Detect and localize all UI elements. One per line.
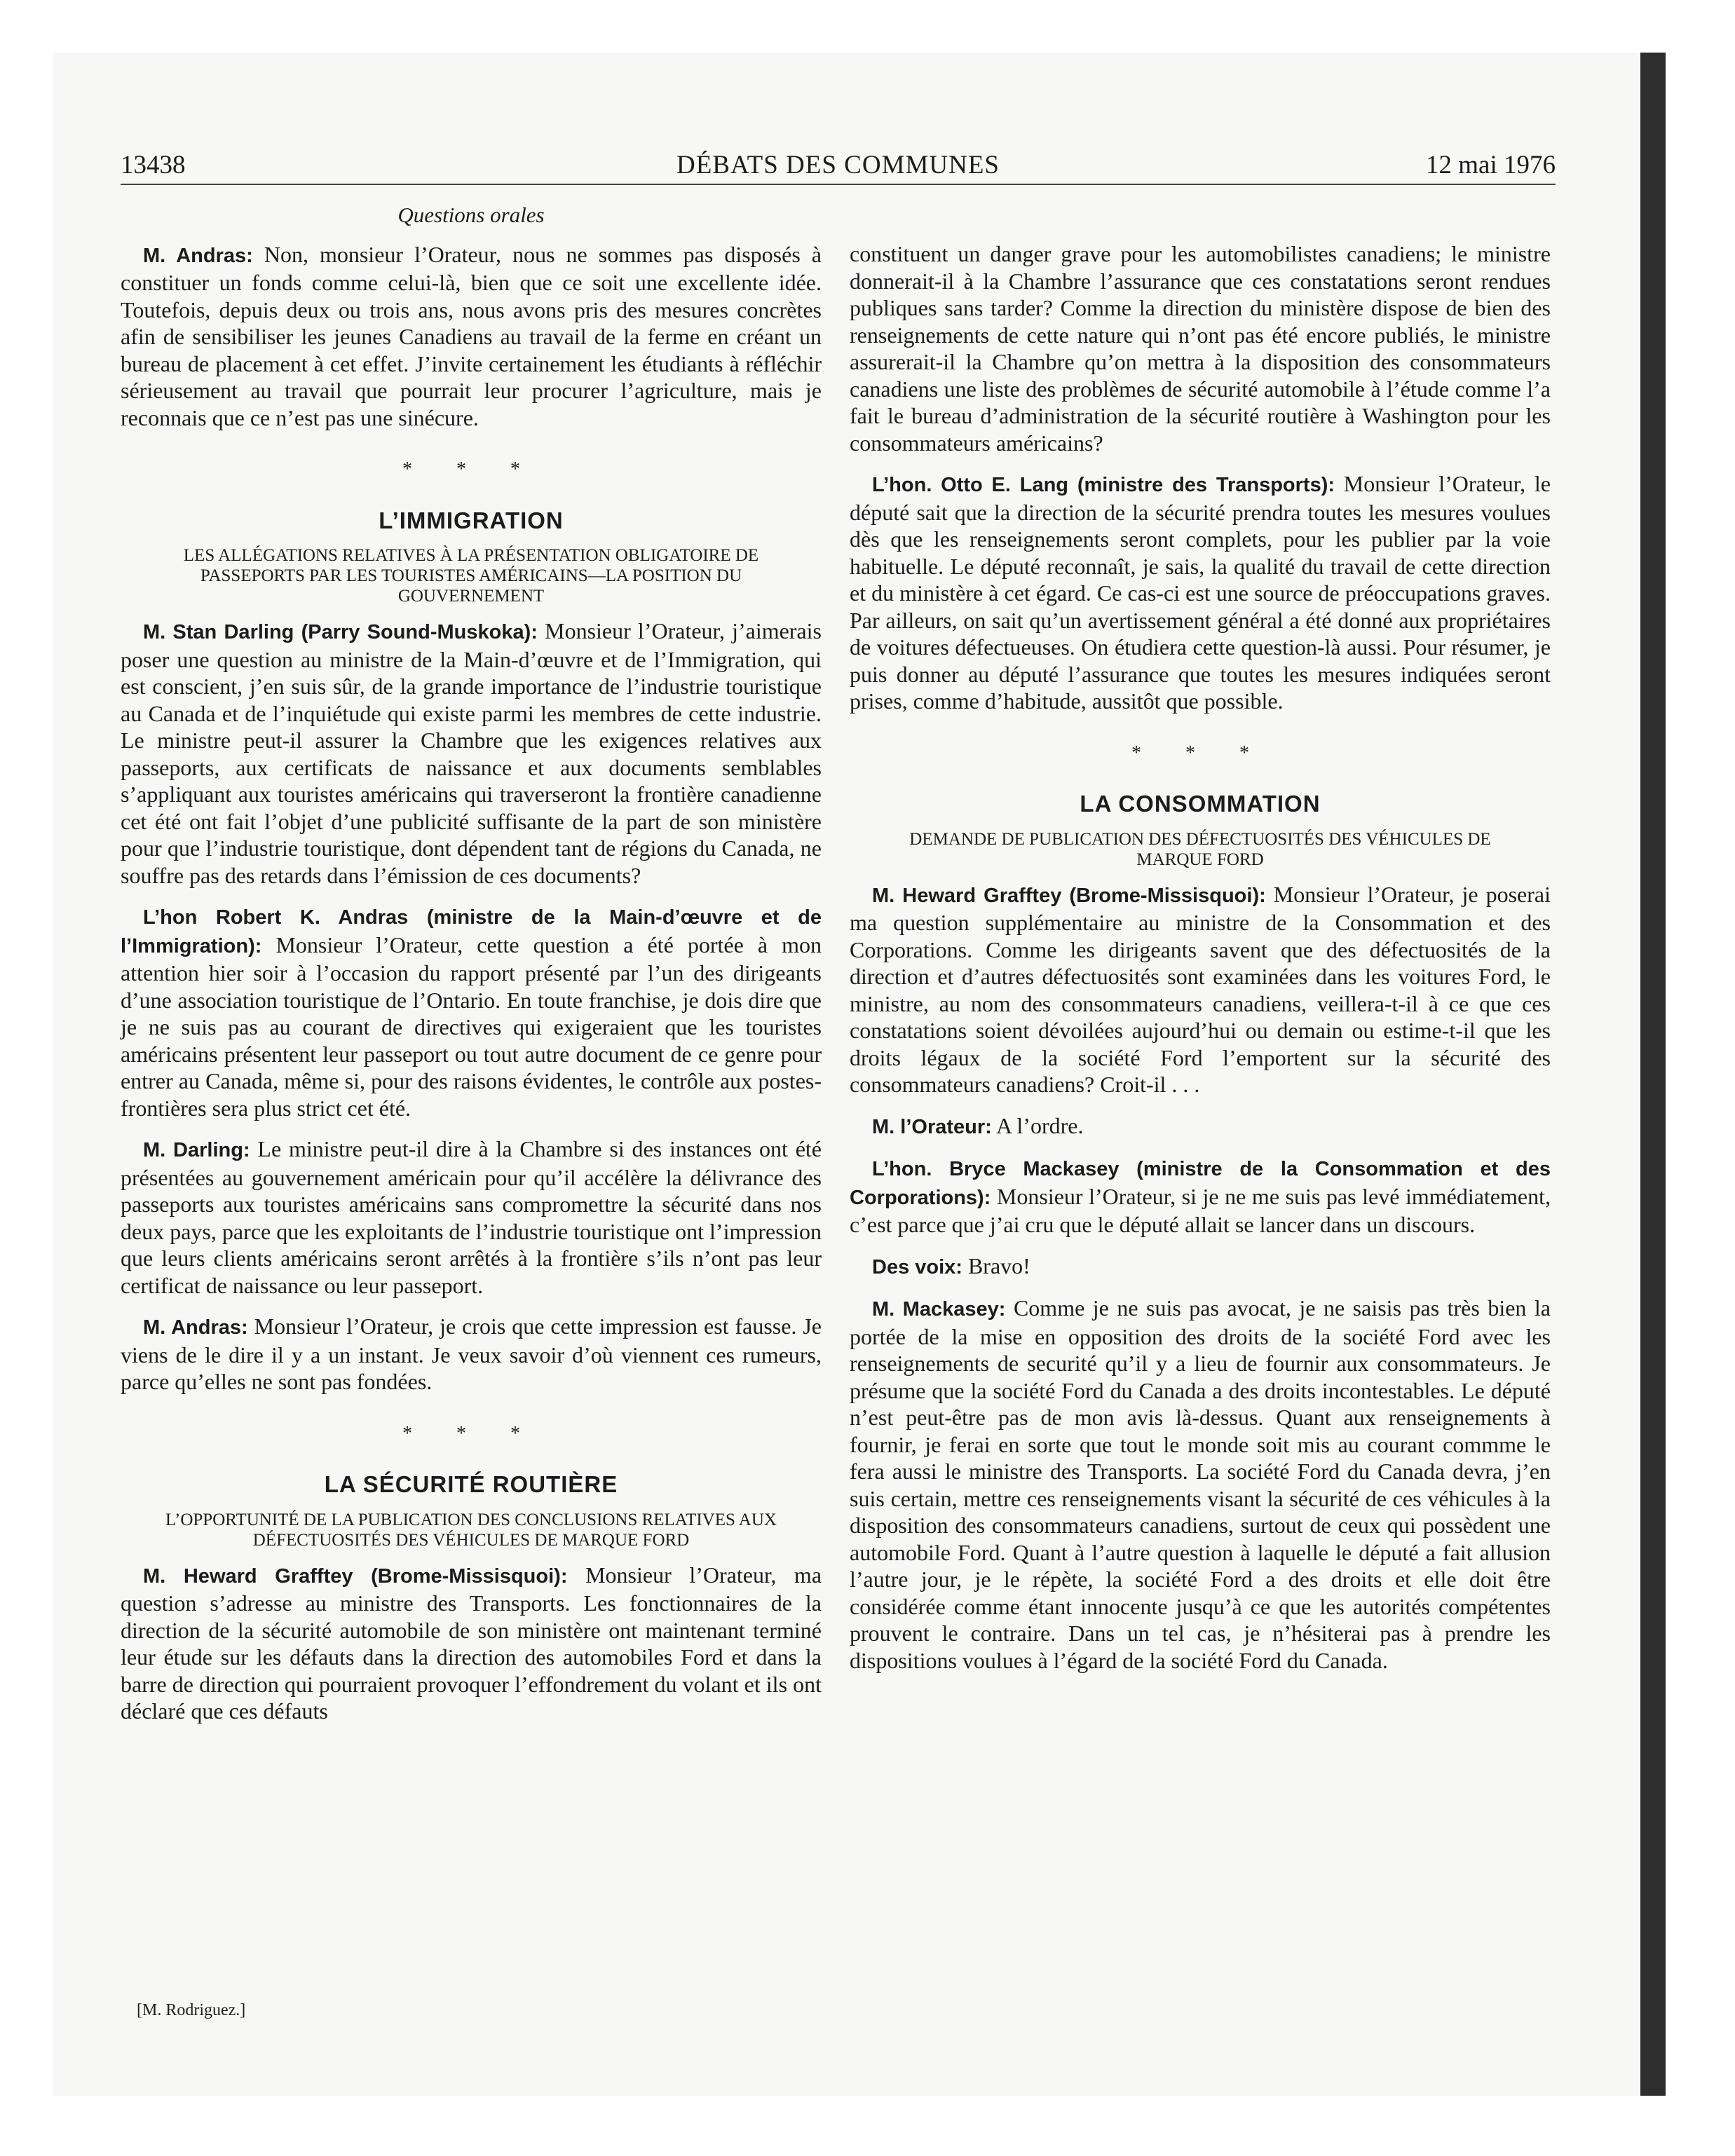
running-title: Questions orales [397,203,545,227]
speech-text: Monsieur l’Orateur, je poserai ma question supplémentaire au ministre de la Consommation et des Corporations. Comme les dirigeants savent que des défectuosités de la direction et d’autres défectuosités sont examinées dans les voitures Ford, le ministre, au nom des consommateurs canadiens, veillera-t-il à ce que ces constatations soient dévoilées aujourd’hui ou demain ou estime-t-il que les droits légaux de la société Ford l’emportent sur la sécurité des consommateurs canadiens? Croit-il . . . [850,881,1551,1097]
page-number: 13438 [121,151,186,179]
speech-text: Monsieur l’Orateur, le député sait que la direction de la sécurité prendra toutes les mesures voulues dès que les renseignements seront complets, pour les publier par la voie habituelle. Le député reconnaît, je sais, la qualité du travail de cette direction et du ministère à cet égard. Ce cas-ci est une source de préoccupations graves. Par ailleurs, on sait qu’un avertissement général a été donné aux propriétaires de voitures défectueuses. On étudiera cette question-là aussi. Pour résumer, je puis donner au député l’assurance que toutes les mesures indiquées seront prises, comme d’habitude, aussitôt que possible. [850,471,1551,714]
paragraph [121,1313,822,1396]
paragraph-continuation [850,240,1551,456]
paragraph [121,1562,822,1725]
speaker-name: M. Darling: [143,1139,250,1161]
scan-edge [1640,53,1666,2096]
speaker-name: L’hon. Otto E. Lang (ministre des Transports): [872,474,1335,496]
speech-text: A l’ordre. [996,1112,1084,1138]
section-title: L’IMMIGRATION [379,507,564,533]
paragraph [121,618,822,889]
paragraph [850,1154,1551,1239]
publication-title: DÉBATS DES COMMUNES [676,151,1000,179]
paragraph [850,1295,1551,1674]
speech-text: Non, monsieur l’Orateur, nous ne sommes pas disposés à constituer un fonds comme celui-là, bien que ce soit une excellente idée. Toutefois, depuis deux ou trois ans, nous avons pris des mesures concrètes afin de sensibiliser les jeunes Canadiens au travail de la ferme en créant un bureau de placement à cet effet. J’invite certainement les étudiants à réfléchir sérieusement au travail que pourrait leur procurer l’agriculture, mais je reconnais que ce n’est pas une sinécure. [121,241,822,430]
section-separator: * * * [1131,742,1269,764]
speaker-name: M. Andras: [143,244,253,267]
right-column [850,240,1551,1688]
speaker-name: L’hon. Bryce Mackasey (ministre de la Consommation et des Corporations): [850,1158,1551,1209]
speech-text: constituent un danger grave pour les automobilistes canadiens; le ministre donnerait-il à la Chambre l’assurance que ces constatations seront rendues publiques sans tarder? Comme la direction du ministère dispose de bien des renseignements de cette nature qui n’ont pas été encore publiés, le ministre assurerait-il la Chambre qu’on mettra à la disposition des consommateurs canadiens une liste des problèmes de sécurité automobile à l’étude comme l’a fait le bureau d’administration de la sécurité routière à Washington pour les consommateurs américains? [850,241,1551,456]
paragraph [121,1135,822,1299]
speaker-name: M. Stan Darling (Parry Sound-Muskoka): [143,621,538,643]
section-separator: * * * [402,458,540,480]
publication-date: 12 mai 1976 [1426,151,1556,179]
speech-text: Monsieur l’Orateur, j’aimerais poser une question au ministre de la Main-d’œuvre et de l’Immigration, qui est conscient, j’en suis sûr, de la grande importance de l’industrie touristique au Canada et de l’inquiétude qui existe parmi les membres de cette industrie. Le ministre peut-il assurer la Chambre que les exigences relatives aux passeports, aux certificats de naissance et aux documents semblables s’appliquant aux touristes américains qui traverseront la frontière canadienne cet été ont fait l’objet d’une publicité suffisante de la part de son ministère pour que l’industrie touristique, dont dépendent tant de régions du Canada, ne souffre pas des retards dans l’émission de ces documents? [121,618,822,888]
speaker-name: Des voix: [872,1255,962,1278]
paragraph [850,881,1551,1098]
speaker-name: M. Andras: [143,1316,248,1339]
page-header [121,150,1556,192]
paragraph [850,1112,1551,1141]
speech-text: Bravo! [967,1253,1030,1278]
section-subtitle: L’OPPORTUNITÉ DE LA PUBLICATION DES CONCLUSIONS RELATIVES AUX DÉFECTUOSITÉS DES VÉHICULES DE MARQUE FORD [165,1510,777,1550]
speaker-name: M. Heward Grafftey (Brome-Missisquoi): [143,1564,568,1588]
speaker-name: M. Heward Grafftey (Brome-Missisquoi): [872,884,1266,907]
paragraph [850,1253,1551,1281]
speech-text: Le ministre peut-il dire à la Chambre si des instances ont été présentées au gouvernement américain pour qu’il accélère la délivrance des passeports aux touristes américains sans compromettre la sécurité dans nos deux pays, parce que les exploitants de l’industrie touristique ont l’impression que leurs clients américains seront arrêtés à la frontière s’ils n’ont pas leur certificat de naissance ou leur passeport. [121,1136,822,1298]
footnote: [M. Rodriguez.] [137,2001,246,2019]
section-separator: * * * [402,1422,540,1445]
speech-text: Monsieur l’Orateur, si je ne me suis pas levé immédiatement, c’est parce que j’ai cru que le député allait se lancer dans un discours. [850,1183,1551,1237]
header-rule [121,184,1556,185]
section-subtitle: LES ALLÉGATIONS RELATIVES À LA PRÉSENTATION OBLIGATOIRE DE PASSEPORTS PAR LES TOURISTES AMÉRICAINS—LA POSITION DU GOUVERNEMENT [183,546,759,606]
section-subtitle: DEMANDE DE PUBLICATION DES DÉFECTUOSITÉS DES VÉHICULES DE MARQUE FORD [909,829,1491,869]
speech-text: Comme je ne suis pas avocat, je ne saisis pas très bien la portée de la mise en opposition des droits de la société Ford avec les renseignements de securité qu’il y a lieu de fournir aux consommateurs. Je présume que la société Ford du Canada a des droits incontestables. Le député n’est peut-être pas de mon avis là-dessus. Quant aux renseignements à fournir, je ferai en sorte que tout le monde soit mis au courant commme le fera aussi le ministre des Transports. La société Ford du Canada devra, j’en suis certain, mettre ces renseignements visant la sécurité de ces véhicules à la disposition des consommateurs canadiens, surtout de ceux qui possèdent une automobile Ford. Quant à l’autre question à laquelle le député a fait allusion l’autre jour, je le répète, la société Ford a des droits et elle doit être considérée comme étant innocente jusqu’à ce que les autorités compétentes prouvent le contraire. Dans un tel cas, je n’hésiterai pas à prendre les dispositions voulues à l’égard de la société Ford du Canada. [850,1295,1551,1673]
paragraph [121,241,822,432]
speaker-name: M. l’Orateur: [872,1115,992,1138]
speech-text: Monsieur l’Orateur, je crois que cette impression est fausse. Je viens de le dire il y a un instant. Je veux savoir d’où viennent ces rumeurs, parce qu’elles ne sont pas fondées. [121,1314,822,1394]
left-column [121,202,822,1739]
section-title: LA CONSOMMATION [1080,791,1321,817]
section-title: LA SÉCURITÉ ROUTIÈRE [324,1471,618,1497]
speech-text: Monsieur l’Orateur, cette question a été portée à mon attention hier soir à l’occasion du rapport présenté par l’un des dirigeants d’une association touristique de l’Ontario. En toute franchise, je dois dire que je ne suis pas au courant de directives qui exigeraient que les touristes américains présentent leur passeport ou tout autre document de ce genre pour entrer au Canada, même si, pour des raisons évidentes, le contrôle aux postes-frontières sera plus strict cet été. [121,932,822,1121]
paragraph [121,903,822,1121]
speaker-name: L’hon Robert K. Andras (ministre de la Main-d’œuvre et de l’Immigration): [121,906,822,957]
speaker-name: M. Mackasey: [872,1298,1006,1321]
paragraph [850,470,1551,715]
speech-text: Monsieur l’Orateur, ma question s’adresse au ministre des Transports. Les fonctionnaires de la direction de la sécurité automobile de son ministère ont maintenant terminé leur étude sur les défauts dans la direction des automobiles Ford et dans la barre de direction qui pourraient provoquer l’effondrement du volant et ils ont déclaré que ces défauts [121,1562,822,1724]
